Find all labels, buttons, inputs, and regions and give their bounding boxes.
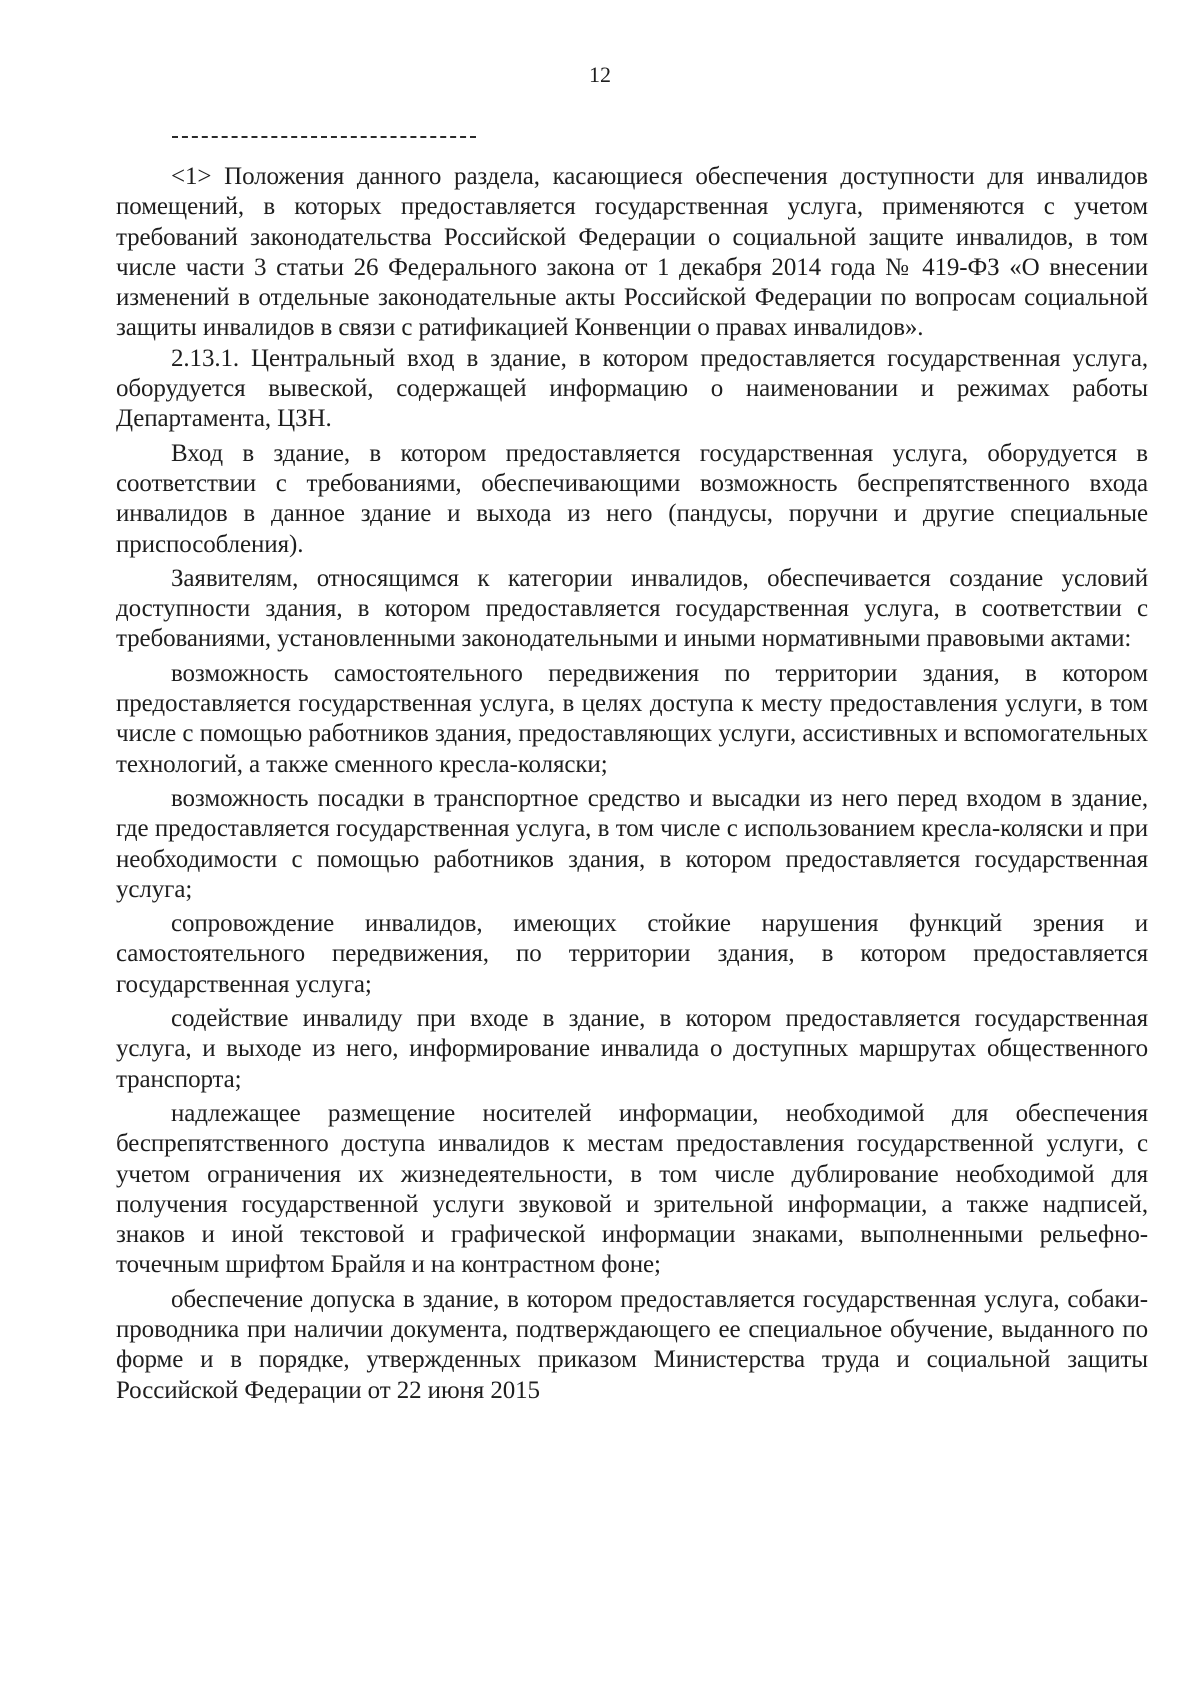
page-number: 12 xyxy=(589,62,611,87)
document-body xyxy=(116,162,1148,1406)
paragraph-entrance-signage: 2.13.1. Центральный вход в здание, в котором предоставляется государственная услуга, оборудуется вывеской, содержащей информацию о наименовании и режимах работы Департамента, ЦЗН. xyxy=(116,344,1148,433)
paragraph-entry-assistance: содействие инвалиду при входе в здание, в котором предоставляется государственная услуга, и выходе из него, информирование инвалида о доступных маршрутах общественного транспорта; xyxy=(116,1005,1148,1093)
paragraph-independent-movement: возможность самостоятельного передвижения по территории здания, в котором предоставляется государственная услуга, в целях доступа к месту предоставления услуги, в том числе с помощью работников здания, предоставляющих услуги, ассистивных и вспомогательных технологий, а также сменного кресла-коляски; xyxy=(116,659,1148,778)
paragraph-vehicle-boarding: возможность посадки в транспортное средство и высадки из него перед входом в здание, где предоставляется государственная услуга, в том числе с использованием кресла-коляски и при необходимости с помощью работников здания, в котором предоставляется государственная услуга; xyxy=(116,784,1148,903)
paragraph-escort: сопровождение инвалидов, имеющих стойкие нарушения функций зрения и самостоятельного передвижения, по территории здания, в котором предоставляется государственная услуга; xyxy=(116,910,1148,998)
paragraph-accessibility-conditions: Заявителям, относящимся к категории инвалидов, обеспечивается создание условий доступности здания, в котором предоставляется государственная услуга, в соответствии с требованиями, установленными законодательными и иными нормативными правовыми актами: xyxy=(116,564,1148,653)
paragraph-entrance-equipment: Вход в здание, в котором предоставляется государственная услуга, оборудуется в соответствии с требованиями, обеспечивающими возможность беспрепятственного входа инвалидов в данное здание и выхода из него (пандусы, поручни и другие специальные приспособления). xyxy=(116,439,1148,558)
footnote-separator xyxy=(172,136,476,138)
footnote-paragraph: <1> Положения данного раздела, касающиеся обеспечения доступности для инвалидов помещений, в которых предоставляется государственная услуга, применяются с учетом требований законодательства Российской Федерации о социальной защите инвалидов, в том числе части 3 статьи 26 Федерального закона от 1 декабря 2014 года № 419-ФЗ «О внесении изменений в отдельные законодательные акты Российской Федерации по вопросам социальной защиты инвалидов в связи с ратификацией Конвенции о правах инвалидов». xyxy=(116,163,1148,342)
paragraph-information-placement: надлежащее размещение носителей информации, необходимой для обеспечения беспрепятственного доступа инвалидов к местам предоставления государственной услуги, с учетом ограничения их жизнедеятельности, в том числе дублирование необходимой для получения государственной услуги звуковой и зрительной информации, а также надписей, знаков и иной текстовой и графической информации знаками, выполненными рельефно-точечным шрифтом Брайля и на контрастном фоне; xyxy=(116,1099,1148,1279)
paragraph-guide-dog: обеспечение допуска в здание, в котором предоставляется государственная услуга, собаки-проводника при наличии документа, подтверждающего ее специальное обучение, выданного по форме и в порядке, утвержденных приказом Министерства труда и социальной защиты Российской Федерации от 22 июня 2015 xyxy=(116,1285,1148,1404)
